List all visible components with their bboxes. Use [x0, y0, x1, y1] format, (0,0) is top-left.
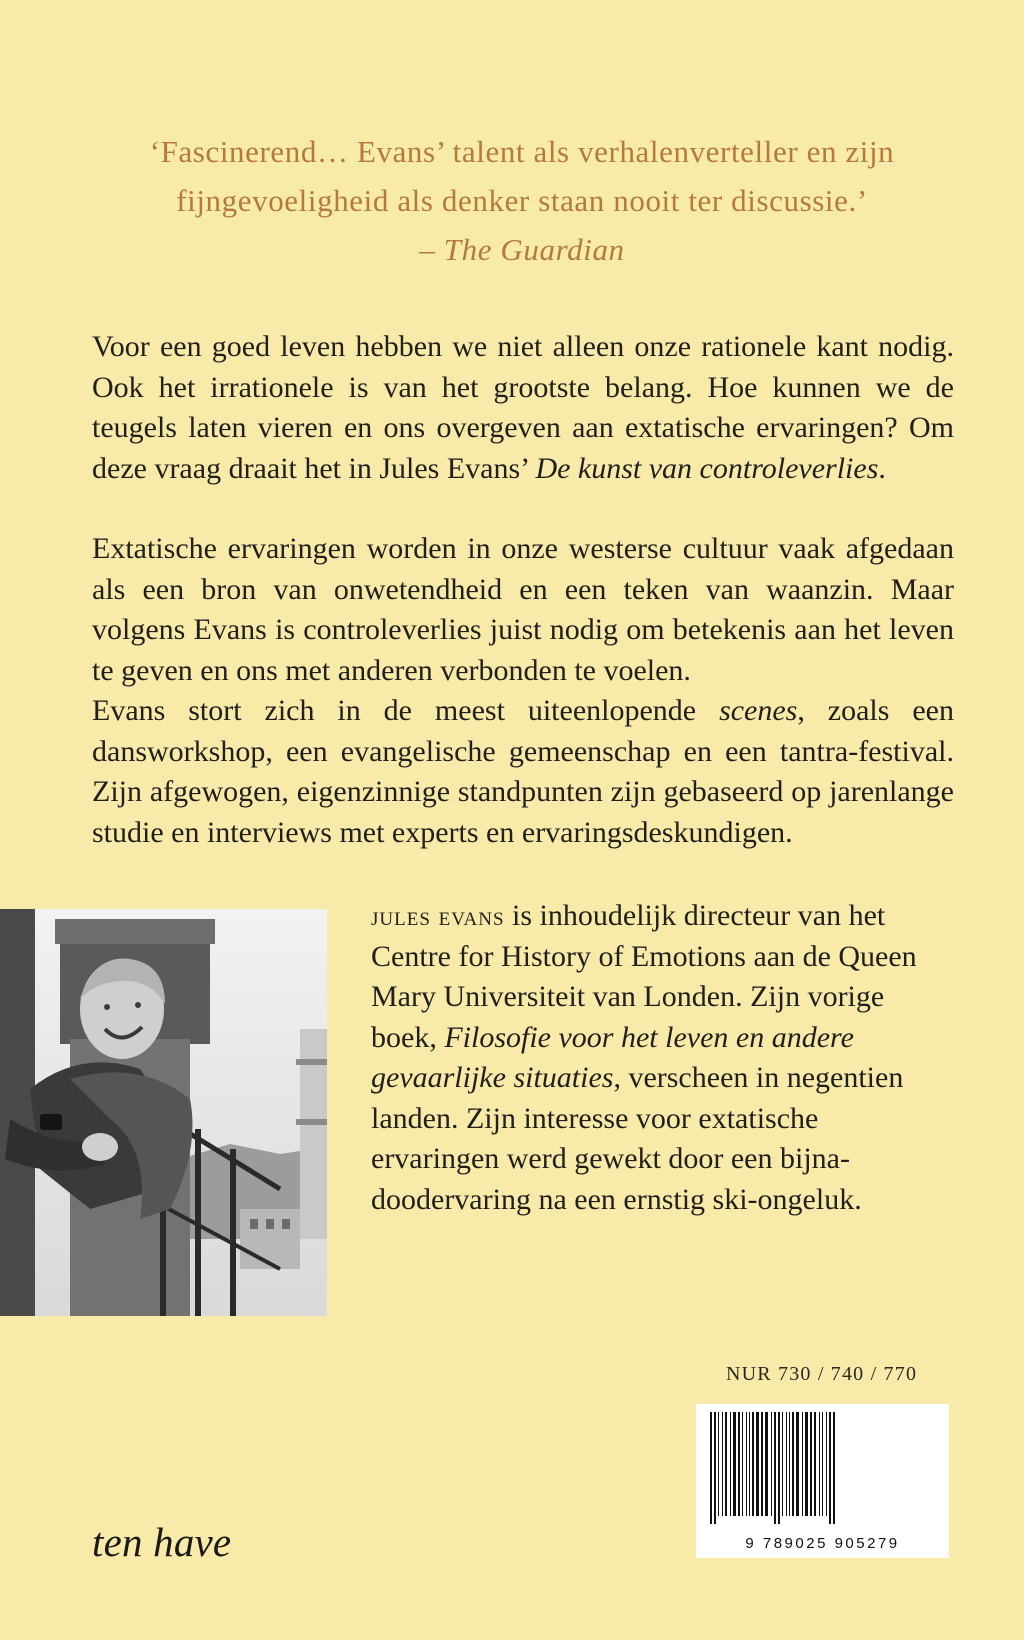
author-photo	[0, 909, 327, 1316]
author-photo-illustration	[0, 909, 327, 1316]
barcode-bar	[789, 1412, 790, 1516]
barcode-bar	[738, 1412, 740, 1516]
bio-text-2: , verscheen in negentien landen. Zijn interesse voor extatische ervaringen werd gewekt door een bijna-doodervaring na een ernstig ski-ongeluk.	[371, 1061, 904, 1216]
blurb-paragraph-2: Extatische ervaringen worden in onze westerse cultuur vaak afgedaan als een bron van onwetendheid en een teken van waanzin. Maar volgens Evans is controleverlies juist nodig om betekenis aan het leven te geven en ons met anderen verbonden te voelen.	[92, 532, 954, 687]
review-quote	[92, 127, 952, 274]
blurb-p1-end: .	[878, 451, 886, 485]
quote-line-2: fijngevoeligheid als denker staan nooit ter discussie.’	[176, 183, 868, 218]
barcode-bar	[822, 1412, 823, 1516]
barcode-bar	[730, 1412, 731, 1516]
barcode-bar	[742, 1412, 743, 1516]
barcode-bars	[696, 1404, 949, 1530]
barcode-bar	[761, 1412, 763, 1516]
blurb-p3-italic: scenes	[719, 694, 798, 727]
barcode-bar	[774, 1412, 776, 1524]
barcode-bar	[718, 1412, 719, 1516]
blurb-p3-start: Evans stort zich in de meest uiteenlopende	[92, 694, 697, 727]
barcode-bar	[792, 1412, 794, 1516]
author-name: jules evans	[371, 901, 505, 931]
barcode-bar	[714, 1412, 716, 1524]
publisher-logo: ten have	[92, 1519, 232, 1565]
barcode-bar	[810, 1412, 812, 1516]
barcode-bar	[829, 1412, 831, 1524]
barcode-bar	[786, 1412, 787, 1516]
blurb-paragraph-1	[92, 327, 954, 489]
barcode-bar	[833, 1412, 835, 1524]
nur-code: NUR 730 / 740 / 770	[726, 1363, 918, 1385]
blurb-p1-text: Voor een goed leven hebben we niet alleen onze rationele kant nodig. Ook het irrationele is van het grootste belang. Hoe kunnen we de teugels laten vieren en ons overgeven aan extatische ervaringen? Om deze vraag draait het in Jules Evans’	[92, 330, 954, 485]
blurb-p3-end: , zoals een dansworkshop, een evangelische gemeenschap en een tantra-festival. Zijn afgewogen, eigenzinnige standpunten zijn gebaseerd op jarenlange studie en interviews met experts en ervaringsdeskundigen.	[92, 694, 954, 849]
barcode-bar	[782, 1412, 783, 1516]
barcode-bar	[814, 1412, 816, 1516]
barcode-bar	[765, 1412, 768, 1516]
barcode-bar	[771, 1412, 772, 1516]
barcode-bar	[805, 1412, 808, 1516]
isbn-barcode	[696, 1404, 949, 1558]
previous-book-title: Filosofie voor het leven en andere gevaarlijke situaties	[371, 1020, 854, 1094]
author-bio	[371, 896, 951, 1220]
barcode-bar	[749, 1412, 750, 1516]
isbn-number: 9 789025 905279	[745, 1535, 900, 1552]
bio-text-1: is inhoudelijk directeur van het Centre for History of Emotions aan de Queen Mary Universiteit van Londen. Zijn vorige boek,	[371, 899, 917, 1054]
book-title: De kunst van controleverlies	[535, 451, 879, 485]
barcode-bar	[796, 1412, 799, 1516]
quote-line-1: ‘Fascinerend… Evans’ talent als verhalenverteller en zijn	[149, 134, 895, 169]
barcode-bar	[778, 1412, 780, 1524]
barcode-bar	[752, 1412, 754, 1516]
barcode-bar	[802, 1412, 803, 1516]
barcode-bar	[746, 1412, 747, 1516]
blurb	[92, 327, 954, 853]
barcode-bar	[722, 1412, 723, 1516]
barcode-bar	[725, 1412, 727, 1516]
blurb-paragraph-3	[92, 691, 954, 853]
barcode-bar	[733, 1412, 736, 1516]
quote-attribution: – The Guardian	[419, 232, 625, 267]
barcode-bar	[710, 1412, 712, 1524]
barcode-bar	[756, 1412, 759, 1516]
barcode-bar	[819, 1412, 820, 1516]
barcode-bar	[826, 1412, 827, 1516]
